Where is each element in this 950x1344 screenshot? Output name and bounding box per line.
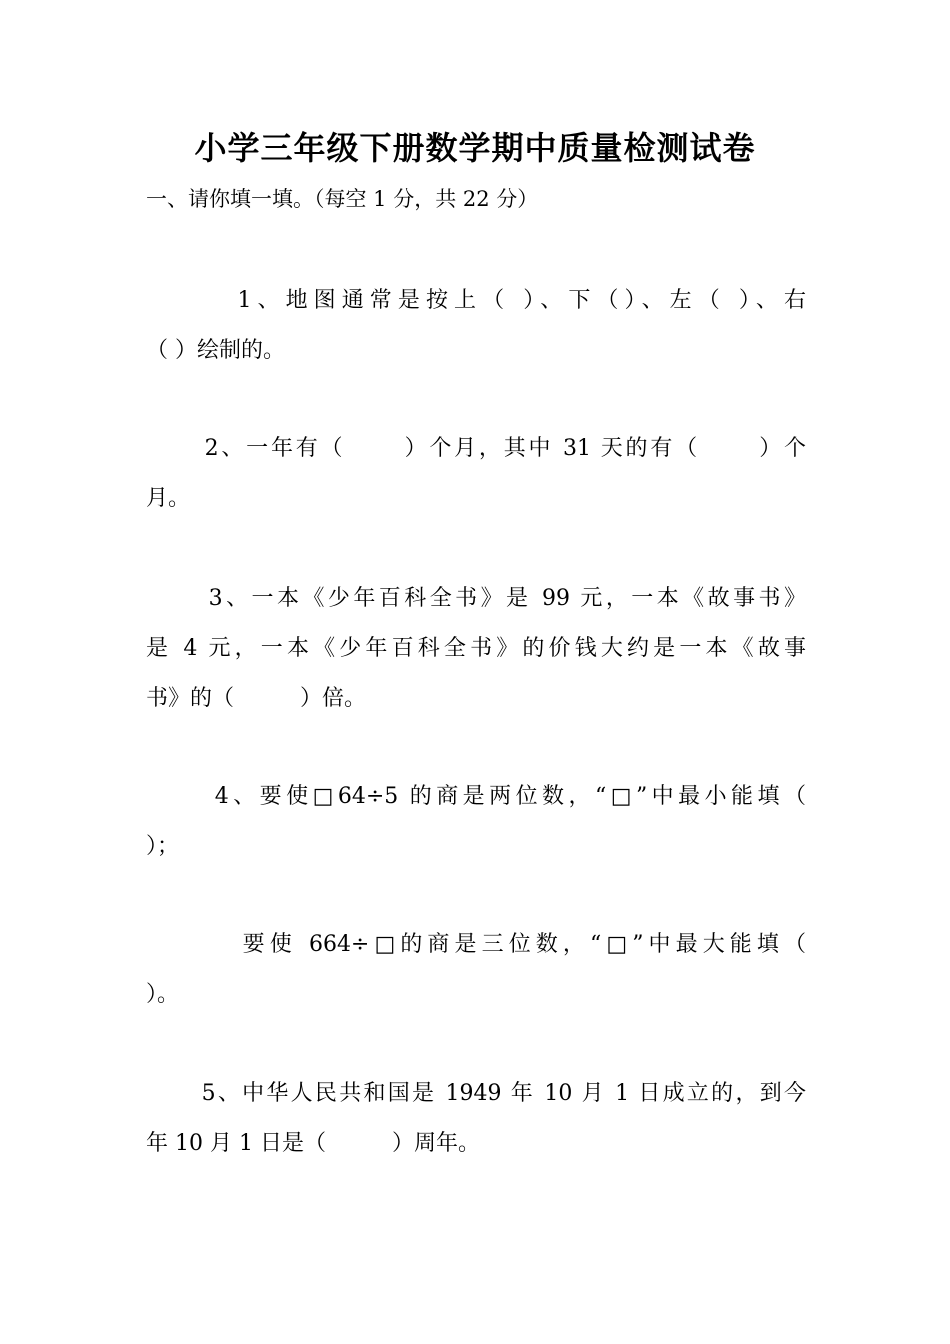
question-1-line-2: （ ）绘制的。 bbox=[146, 338, 285, 363]
question-3-line-3: 书》的（ ）倍。 bbox=[146, 686, 367, 711]
question-1-line-1: 1、地图通常是按上（ ）、下（）、左（ ）、右 bbox=[146, 288, 806, 313]
question-5 bbox=[146, 1069, 806, 1169]
question-1 bbox=[146, 276, 806, 376]
page-title: 小学三年级下册数学期中质量检测试卷 bbox=[194, 129, 756, 167]
question-4b-line-2: ）。 bbox=[146, 982, 180, 1007]
question-2-line-1: 2、一年有（ ）个月，其中 31 天的有（ ）个 bbox=[146, 436, 806, 461]
question-5-line-2: 年 10 月 1 日是（ ）周年。 bbox=[146, 1131, 480, 1156]
question-4b-line-1: 要使 664÷□的商是三位数，“□”中最大能填（ bbox=[146, 932, 806, 957]
section-heading: 一、请你填一填。（每空 1 分，共 22 分） bbox=[146, 187, 539, 211]
question-4b bbox=[146, 920, 806, 1020]
question-3-line-1: 3、一本《少年百科全书》是 99 元，一本《故事书》 bbox=[146, 586, 806, 611]
question-2-line-2: 月。 bbox=[146, 486, 191, 511]
question-4-line-1: 4、要使□64÷5 的商是两位数，“□”中最小能填（ bbox=[146, 784, 806, 809]
question-2 bbox=[146, 424, 806, 524]
question-4-line-2: ）； bbox=[146, 834, 180, 859]
question-3-line-2: 是 4 元，一本《少年百科全书》的价钱大约是一本《故事 bbox=[146, 636, 806, 661]
question-4 bbox=[146, 772, 806, 872]
question-5-line-1: 5、中华人民共和国是 1949 年 10 月 1 日成立的，到今 bbox=[146, 1081, 806, 1106]
question-3 bbox=[146, 574, 806, 724]
